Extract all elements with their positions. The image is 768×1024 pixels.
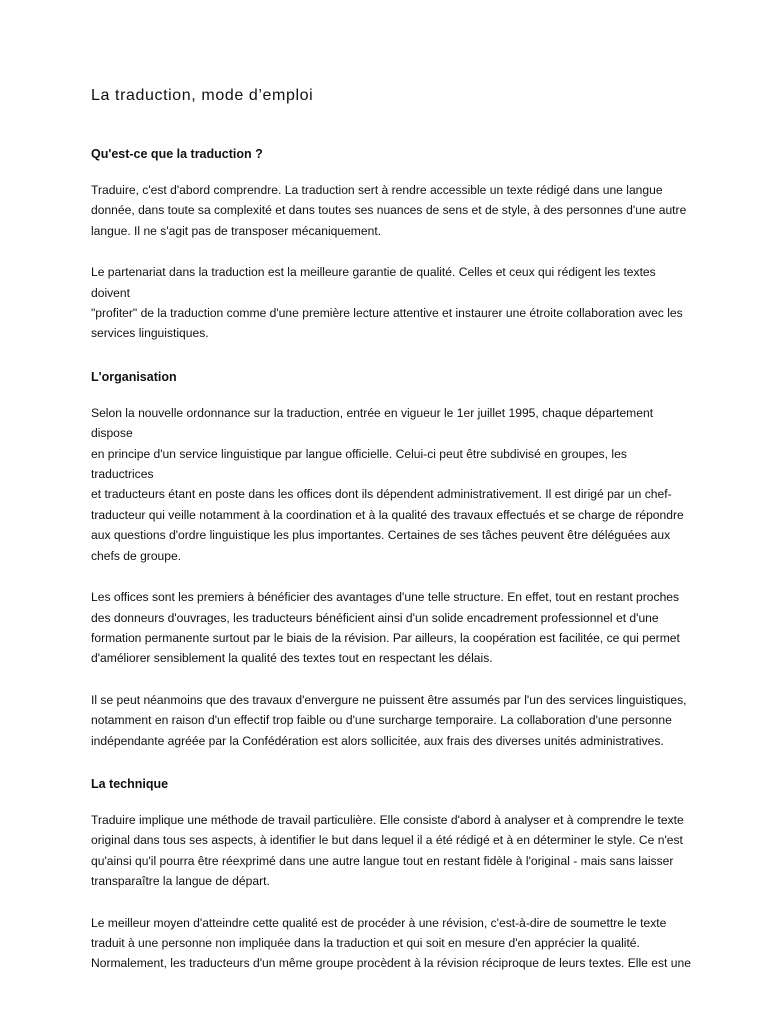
section-what-is-translation — [91, 146, 691, 344]
paragraph: Le partenariat dans la traduction est la meilleure garantie de qualité. Celles et ceux qui rédigent les textes doivent "profiter" de la traduction comme d'une première lecture attentive et instaurer une étroite collaboration avec les services linguistiques. — [91, 265, 683, 341]
section-organisation — [91, 369, 691, 751]
paragraph: Selon la nouvelle ordonnance sur la traduction, entrée en vigueur le 1er juillet 1995, chaque département dispose en principe d'un service linguistique par langue officielle. Celui-ci peut être subdivisé en groupes, les traductrices et traducteurs étant en poste dans les offices dont ils dépendent administrativement. Il est dirigé par un chef- traducteur qui veille notamment à la coordination et à la qualité des travaux effectués et se charge de répondre aux questions d'ordre linguistique les plus importantes. Certaines de ses tâches peuvent être déléguées aux chefs de groupe. — [91, 405, 684, 563]
document-page — [91, 86, 691, 974]
section-heading: Qu'est-ce que la traduction ? — [91, 147, 263, 161]
paragraph: Traduire, c'est d'abord comprendre. La traduction sert à rendre accessible un texte rédigé dans une langue donnée, dans toute sa complexité et dans toutes ses nuances de sens et de style, à des personnes d'une autre langue. Il ne s'agit pas de transposer mécaniquement. — [91, 183, 687, 238]
section-heading: L'organisation — [91, 369, 177, 384]
paragraph: Le meilleur moyen d'atteindre cette qualité est de procéder à une révision, c'est-à-dire de soumettre le texte traduit à une personne non impliquée dans la traduction et qui soit en mesure d'en apprécier la qualité. Normalement, les traducteurs d'un même groupe procèdent à la révision réciproque de leurs textes. Elle est une — [91, 915, 691, 971]
document-title: La traduction, mode d’emploi — [91, 87, 314, 104]
section-heading: La technique — [91, 776, 169, 791]
paragraph: Les offices sont les premiers à bénéficier des avantages d'une telle structure. En effet, tout en restant proches des donneurs d'ouvrages, les traducteurs bénéficient ainsi d'un solide encadrement professionnel et d'une formation permanente surtout par le biais de la révision. Par ailleurs, la coopération est facilitée, ce qui permet d'améliorer sensiblement la qualité des textes tout en respectant les délais. — [91, 590, 680, 666]
section-technique — [91, 776, 691, 974]
paragraph: Il se peut néanmoins que des travaux d'envergure ne puissent être assumés par l'un des services linguistiques, notamment en raison d'un effectif trop faible ou d'une surcharge temporaire. La collaboration d'une personne indépendante agréée par la Confédération est alors sollicitée, aux frais des diverses unités administratives. — [91, 692, 687, 748]
paragraph: Traduire implique une méthode de travail particulière. Elle consiste d'abord à analyser et à comprendre le texte original dans tous ses aspects, à identifier le but dans lequel il a été rédigé et à en déterminer le style. Ce n'est qu'ainsi qu'il pourra être réexprimé dans une autre langue tout en restant fidèle à l'original - mais sans laisser transparaître la langue de départ. — [91, 812, 684, 889]
